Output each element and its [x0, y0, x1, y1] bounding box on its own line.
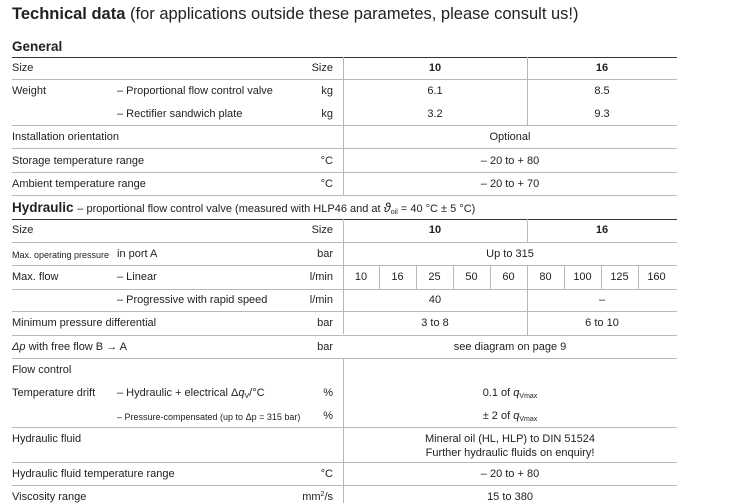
row-divider: [12, 148, 677, 149]
label-temperature-drift: Temperature drift: [12, 387, 96, 399]
temp-drift-sub-hydraulic: [117, 386, 265, 400]
temp-drift-sub-post: /°C: [249, 387, 265, 399]
hydraulic-subheading-pre: – proportional flow control valve (measured with HLP46 and at: [77, 203, 381, 215]
weight-valve-10: 6.1: [427, 85, 443, 97]
viscosity-value: 15 to 380: [487, 491, 533, 503]
flow-progressive-10: 40: [428, 294, 442, 306]
row-divider: [12, 79, 677, 80]
row-divider: [12, 485, 677, 486]
min-pressure-diff-16: 6 to 10: [585, 317, 619, 329]
theta-subscript: oil: [390, 209, 398, 216]
row-divider: [12, 242, 677, 243]
row-divider: [12, 335, 677, 336]
label-flow-control: Flow control: [12, 364, 72, 376]
label-max-pressure: Max. operating pressure: [12, 250, 110, 260]
temp-drift-q: q: [238, 387, 245, 399]
page-title: [12, 4, 579, 24]
unit-max-pressure: bar: [317, 248, 333, 260]
hyd-size-value-16: 16: [595, 224, 609, 236]
section-hydraulic-heading: [12, 200, 475, 217]
unit-hyd-size: Size: [311, 224, 333, 236]
size-value-10: 10: [428, 62, 442, 74]
temp-drift-sub-pre: – Hydraulic + electrical Δ: [117, 387, 239, 399]
unit-weight-valve: kg: [321, 85, 333, 97]
row-divider: [12, 311, 677, 312]
unit-viscosity-exp: 2: [320, 491, 325, 498]
hydraulic-fluid-line: Further hydraulic fluids on enquiry!: [425, 447, 595, 459]
column-divider: [343, 57, 344, 195]
label-hydraulic-fluid: Hydraulic fluid: [12, 433, 82, 445]
flow-linear-value: 60: [502, 271, 515, 283]
flow-linear-value: 80: [539, 271, 552, 283]
unit-max-flow-linear: l/min: [309, 271, 333, 283]
unit-storage-temp: °C: [320, 155, 333, 167]
label-installation: Installation orientation: [12, 131, 120, 143]
hydraulic-fluid-line: Mineral oil (HL, HLP) to DIN 51524: [425, 433, 595, 445]
row-divider: [12, 172, 677, 173]
weight-plate-16: 9.3: [594, 108, 610, 120]
label-delta-p: [12, 340, 127, 354]
row-divider: [12, 462, 677, 463]
temp-drift-compensated-value: [343, 409, 677, 423]
unit-min-pressure-diff: bar: [317, 317, 333, 329]
theta-symbol: ϑ: [383, 200, 391, 215]
max-flow-progressive-sub: – Progressive with rapid speed: [117, 294, 268, 306]
temp-drift-sub-compensated: – Pressure-compensated (up to Δp = 315 bar): [117, 412, 301, 422]
temp-drift-comp-value-sub: Vmax: [519, 416, 538, 423]
flow-linear-value: 16: [391, 271, 404, 283]
unit-weight-plate: kg: [321, 108, 333, 120]
label-max-flow: Max. flow: [12, 271, 59, 283]
row-divider: [12, 125, 677, 126]
installation-value: Optional: [489, 131, 531, 143]
temp-drift-q-sub: V: [244, 393, 250, 400]
unit-viscosity-base: mm: [302, 491, 321, 503]
flow-progressive-16: –: [598, 294, 606, 306]
ambient-temp-value: – 20 to + 70: [480, 178, 540, 190]
title-bold: Technical data: [12, 5, 126, 23]
storage-temp-value: – 20 to + 80: [480, 155, 540, 167]
weight-sub-plate: – Rectifier sandwich plate: [117, 108, 243, 120]
label-viscosity: Viscosity range: [12, 491, 87, 503]
temp-drift-comp-value-pre: ± 2 of: [482, 410, 511, 422]
label-ambient-temp: Ambient temperature range: [12, 178, 146, 190]
section-general-heading: General: [12, 39, 63, 54]
unit-fluid-temp: °C: [320, 468, 333, 480]
unit-delta-p: bar: [317, 341, 333, 353]
flow-linear-value: 10: [354, 271, 368, 283]
temp-drift-value-pre: 0.1 of: [482, 387, 511, 399]
flow-linear-value: 100: [573, 271, 592, 283]
label-size: Size: [12, 62, 34, 74]
flow-linear-value: 125: [610, 271, 629, 283]
unit-viscosity-rest: /s: [324, 491, 333, 503]
max-flow-linear-sub: – Linear: [117, 271, 157, 283]
size-value-16: 16: [595, 62, 609, 74]
flow-linear-value: 160: [647, 271, 666, 283]
delta-p-symbol: Δp: [12, 341, 26, 353]
temp-drift-comp-value-q: q: [513, 410, 520, 422]
row-divider: [12, 358, 677, 359]
fluid-temp-value: – 20 to + 80: [480, 468, 540, 480]
unit-temp-drift-compensated: %: [323, 410, 333, 422]
delta-p-value: see diagram on page 9: [453, 341, 567, 353]
hydraulic-subheading: [77, 200, 476, 216]
general-top-rule: [12, 57, 677, 58]
weight-plate-10: 3.2: [427, 108, 443, 120]
hydraulic-top-rule: [12, 219, 677, 220]
max-pressure-value: Up to 315: [486, 248, 534, 260]
max-pressure-sub: in port A: [117, 248, 158, 260]
label-min-pressure-diff: Minimum pressure differential: [12, 317, 157, 329]
flow-linear-value: 50: [465, 271, 478, 283]
row-divider: [12, 265, 677, 266]
unit-size: Size: [311, 62, 333, 74]
unit-viscosity: [283, 490, 333, 504]
hydraulic-subheading-post: = 40 °C ± 5 °C): [400, 203, 476, 215]
label-storage-temp: Storage temperature range: [12, 155, 145, 167]
temp-drift-value-sub: Vmax: [519, 393, 538, 400]
row-divider: [12, 195, 677, 196]
unit-ambient-temp: °C: [320, 178, 333, 190]
label-hyd-size: Size: [12, 224, 34, 236]
temp-drift-hydraulic-value: [343, 386, 677, 400]
hyd-size-value-10: 10: [428, 224, 442, 236]
weight-sub-valve: – Proportional flow control valve: [117, 85, 273, 97]
flow-linear-value: 25: [428, 271, 441, 283]
temp-drift-value-q: q: [513, 387, 520, 399]
column-divider: [343, 358, 344, 503]
hydraulic-heading-text: Hydraulic: [12, 200, 74, 215]
delta-p-text: with free flow B → A: [28, 341, 127, 353]
min-pressure-diff-10: 3 to 8: [421, 317, 449, 329]
title-note: (for applications outside these parametes, please consult us!): [130, 5, 579, 23]
unit-temp-drift-hydraulic: %: [323, 387, 333, 399]
unit-max-flow-progressive: l/min: [309, 294, 333, 306]
label-weight: Weight: [12, 85, 47, 97]
weight-valve-16: 8.5: [594, 85, 610, 97]
row-divider: [12, 427, 677, 428]
row-divider: [12, 289, 677, 290]
label-fluid-temp: Hydraulic fluid temperature range: [12, 468, 175, 480]
